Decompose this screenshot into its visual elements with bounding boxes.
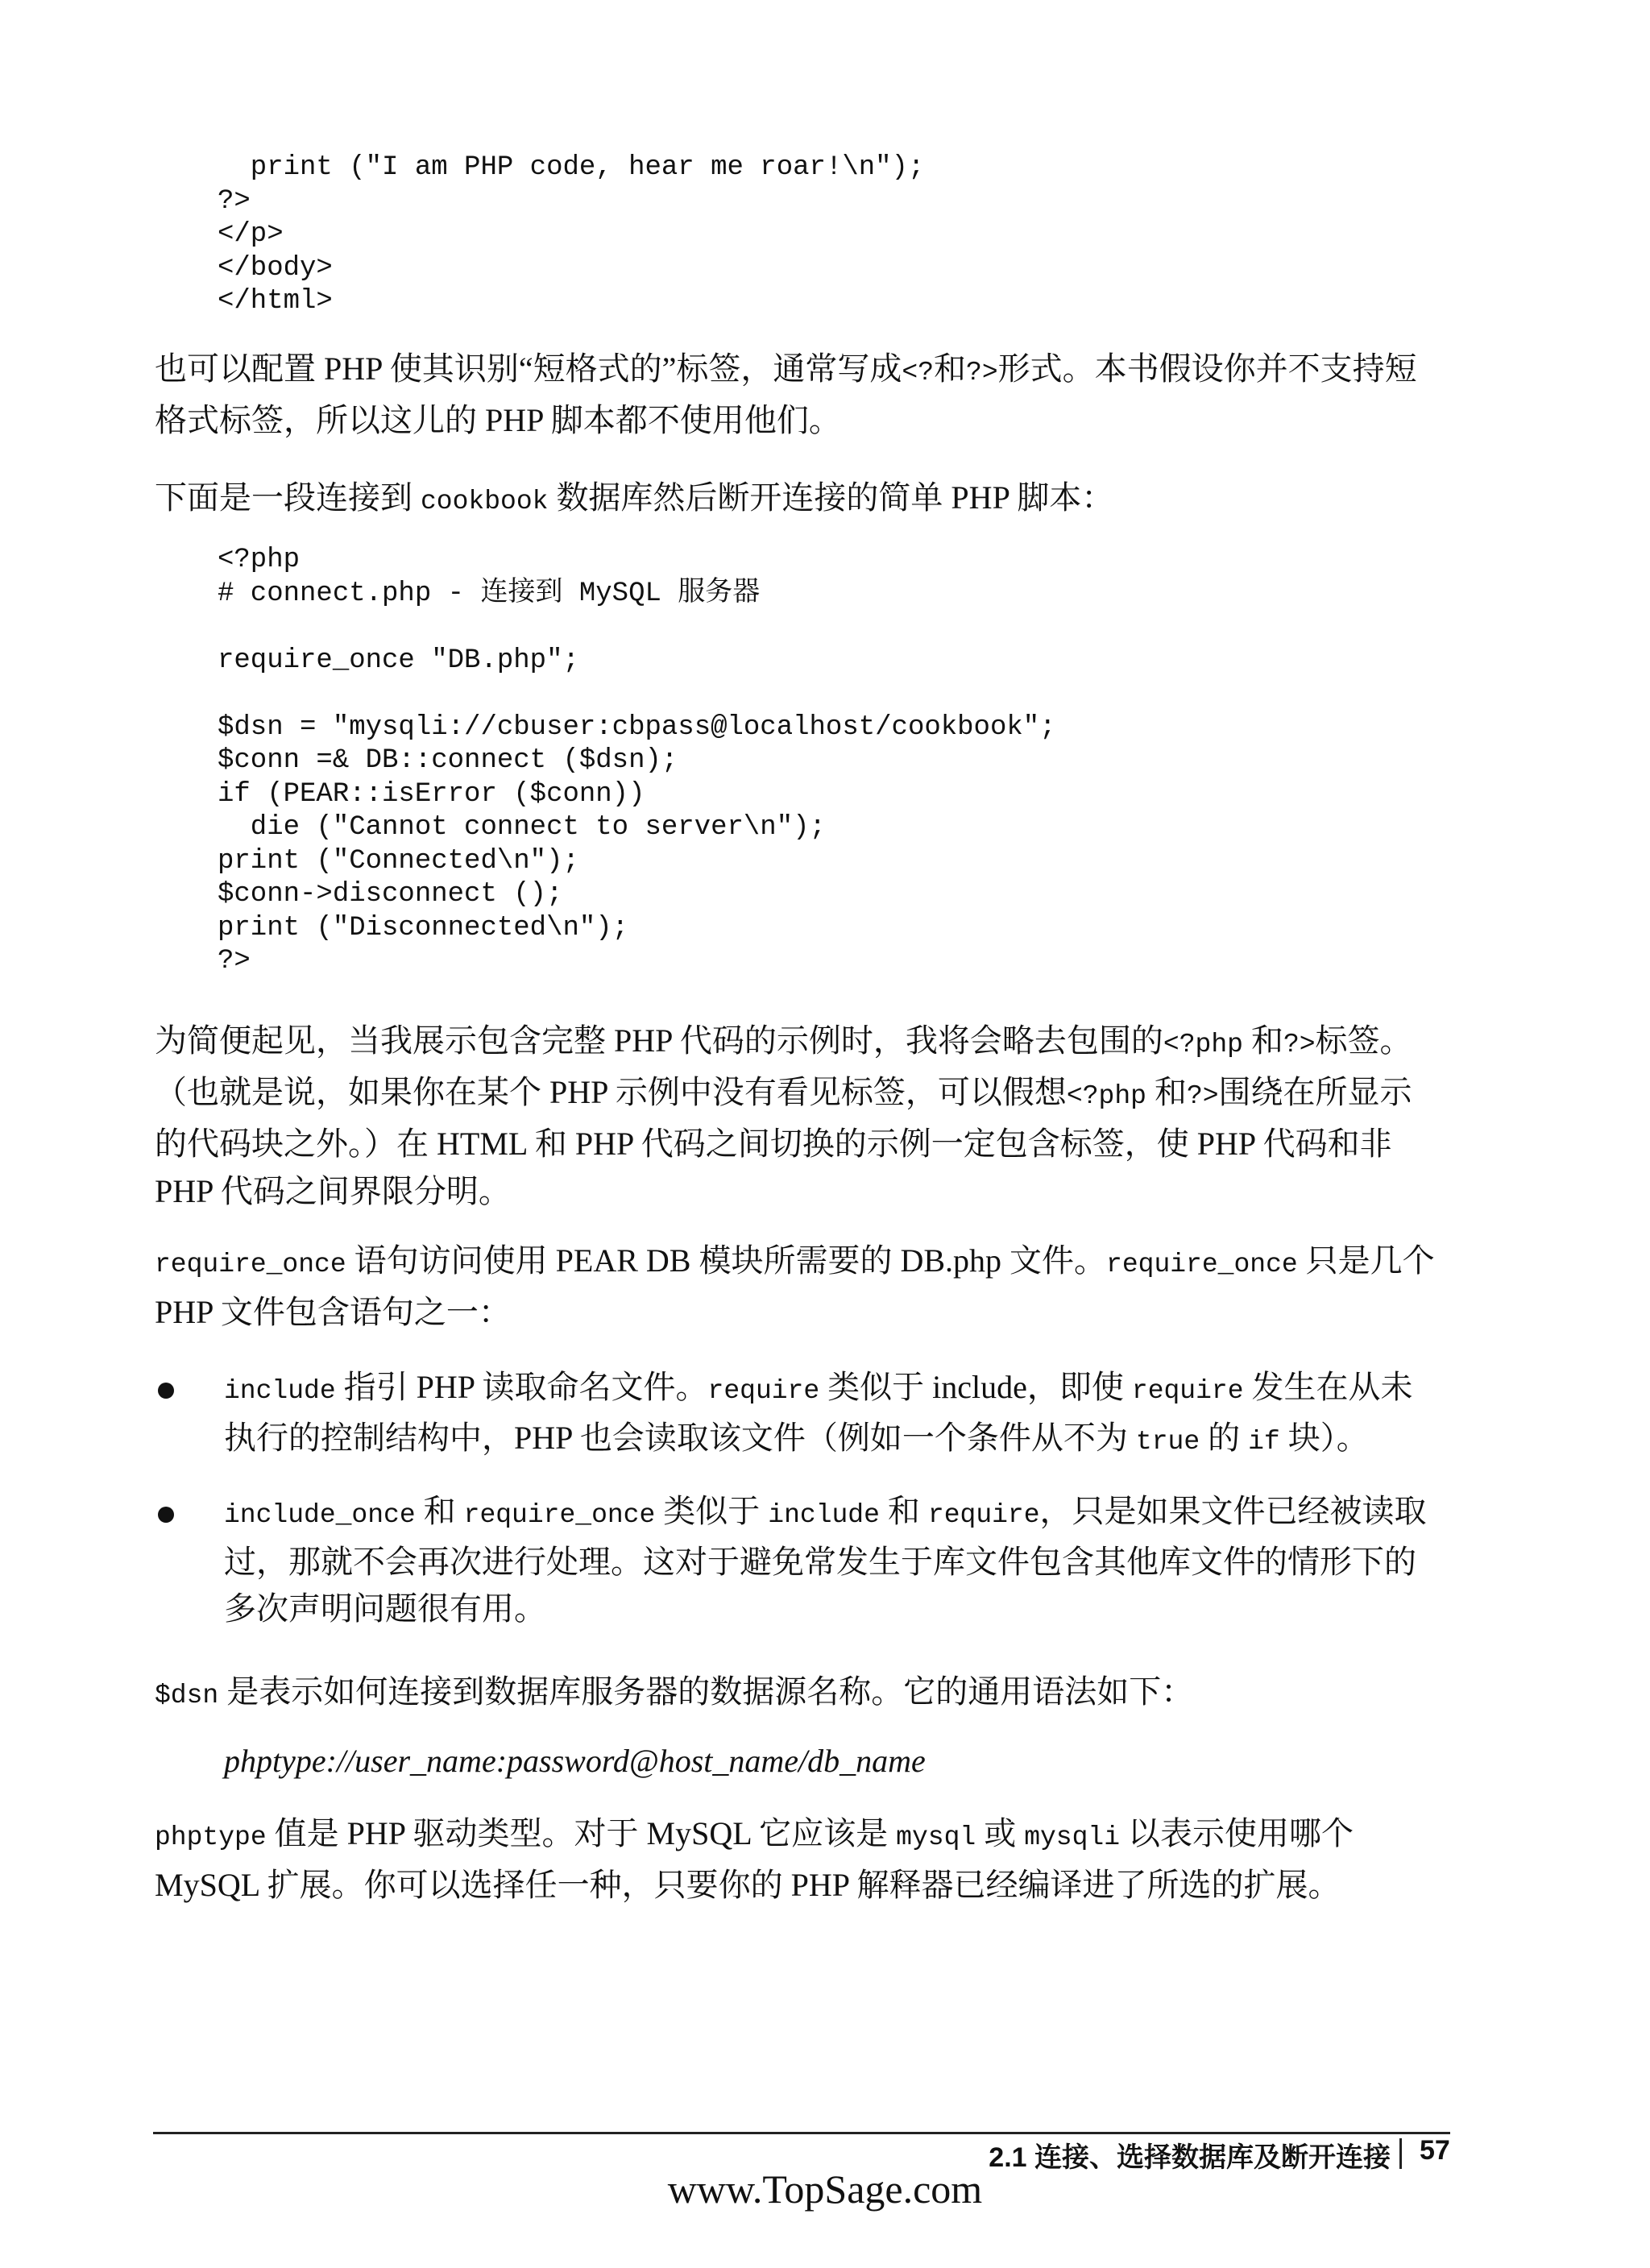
code-line: </body> <box>218 252 333 284</box>
paragraph-dsn: $dsn 是表示如何连接到数据库服务器的数据源名称。它的通用语法如下： <box>155 1673 1194 1710</box>
code-line: </p> <box>218 219 284 250</box>
code-line: $conn =& DB::connect ($dsn); <box>218 745 678 776</box>
paragraph-require-once: require_once 语句访问使用 PEAR DB 模块所需要的 DB.php 文件。require_once 只是几个 PHP 文件包含语句之一： <box>155 1242 1435 1330</box>
code-line: <?php <box>218 545 301 575</box>
code-line: $conn->disconnect (); <box>218 879 563 910</box>
code-line: if (PEAR::isError ($conn)) <box>218 778 645 810</box>
footer-section-title: 2.1 连接、选择数据库及断开连接 <box>989 2142 1391 2173</box>
dsn-syntax-line: phptype://user_name:password@host_name/db_name <box>224 1743 926 1779</box>
page-number: 57 <box>1420 2135 1450 2166</box>
code-block-connect-php <box>218 544 1056 979</box>
footer-rule <box>153 2132 1450 2134</box>
code-line: require_once "DB.php"; <box>218 645 579 676</box>
code-line: </html> <box>218 286 333 317</box>
paragraph-brevity-note: 为简便起见，当我展示包含完整 PHP 代码的示例时，我将会略去包围的<?php 和?>标签。（也就是说，如果你在某个 PHP 示例中没有看见标签，可以假想<?php 和?>围绕在所显示的代码块之外。）在 HTML 和 PHP 代码之间切换的示例一定包含标签，使 PHP 代码和非 PHP 代码之间界限分明。 <box>155 1022 1412 1209</box>
code-block-html-end <box>218 151 924 319</box>
code-line: print ("Disconnected\n"); <box>218 912 629 943</box>
watermark-url: www.TopSage.com <box>667 2166 983 2212</box>
paragraph-script-intro: 下面是一段连接到 cookbook 数据库然后断开连接的简单 PHP 脚本： <box>155 479 1114 516</box>
code-line: # connect.php - 连接到 MySQL 服务器 <box>218 578 761 609</box>
code-line: print ("I am PHP code, hear me roar!\n"); <box>218 152 925 183</box>
footer-separator <box>1399 2138 1402 2169</box>
code-line: ?> <box>218 946 251 976</box>
bullet-item-include-once: include_once 和 require_once 类似于 include 和 require，只是如果文件已经被读取过，那就不会再次进行处理。这对于避免常发生于库文件包含其他库文件的情形下的多次声明问题很有用。 <box>224 1493 1427 1627</box>
code-line: print ("Connected\n"); <box>218 845 579 877</box>
code-line: die ("Cannot connect to server\n"); <box>218 812 826 843</box>
code-line: $dsn = "mysqli://cbuser:cbpass@localhost/cookbook"; <box>218 711 1056 743</box>
paragraph-phptype: phptype 值是 PHP 驱动类型。对于 MySQL 它应该是 mysql 或 mysqli 以表示使用哪个 MySQL 扩展。你可以选择任一种，只要你的 PHP 解释器已经编译进了所选的扩展。 <box>155 1815 1354 1903</box>
bullet-item-include: include 指引 PHP 读取命名文件。require 类似于 include，即使 require 发生在从未执行的控制结构中，PHP 也会读取该文件（例如一个条件从不为 true 的 if 块）。 <box>224 1369 1413 1457</box>
code-line: ?> <box>218 185 251 217</box>
bullet-marker <box>158 1507 174 1523</box>
bullet-marker <box>158 1383 174 1399</box>
paragraph-short-tags: 也可以配置 PHP 使其识别“短格式的”标签，通常写成<?和?>形式。本书假设你并不支持短格式标签，所以这儿的 PHP 脚本都不使用他们。 <box>155 350 1417 438</box>
